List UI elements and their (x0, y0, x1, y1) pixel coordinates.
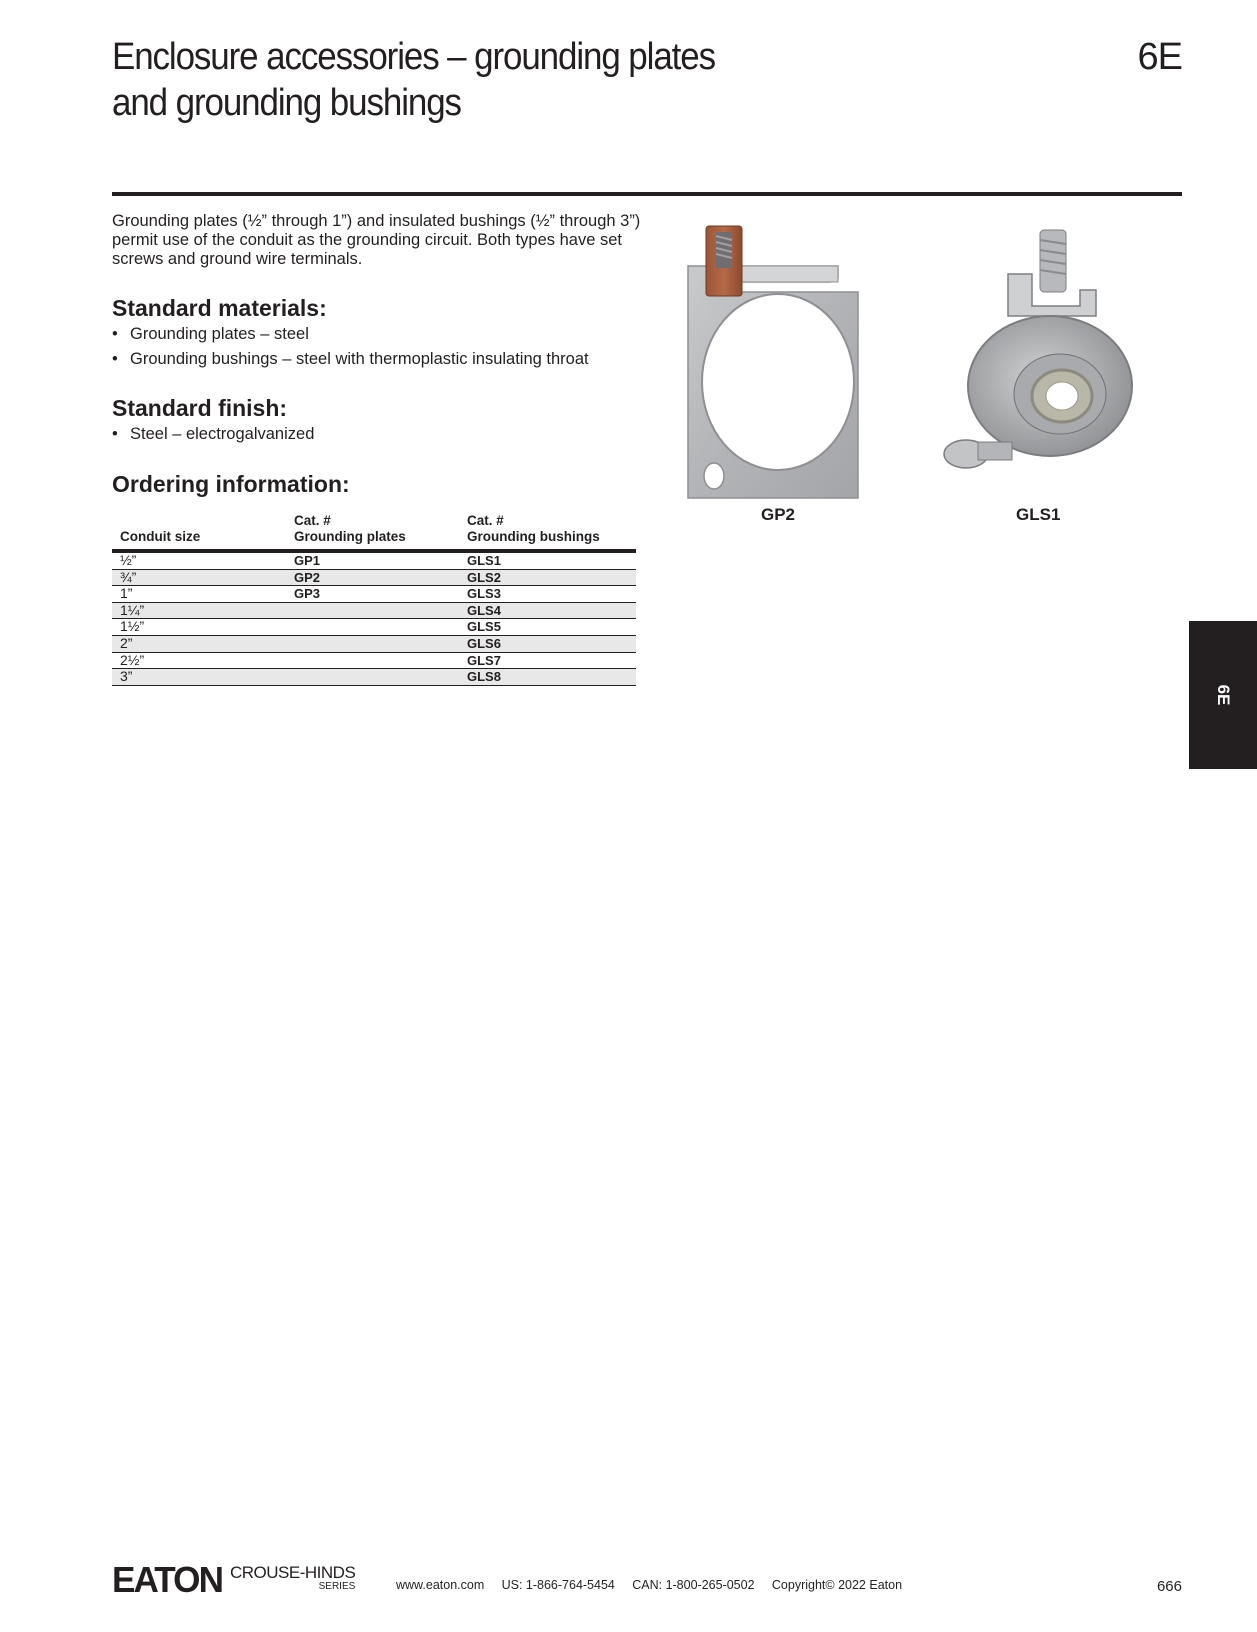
footer-contact-info: www.eaton.com US: 1-866-764-5454 CAN: 1-800-265-0502 Copyright© 2022 Eaton (396, 1578, 903, 1592)
cell-bushing: GLS3 (459, 586, 636, 603)
cell-size: 1¼” (112, 602, 286, 619)
cell-bushing: GLS4 (459, 602, 636, 619)
svg-text:EATON: EATON (112, 1563, 222, 1595)
list-item: • Steel – electrogalvanized (112, 422, 314, 447)
brand-series-label: SERIES (318, 1581, 356, 1592)
page-title (112, 34, 811, 126)
finish-list (112, 422, 314, 447)
ordering-heading: Ordering information: (112, 471, 350, 497)
table-header-row (112, 513, 636, 551)
table-row (112, 602, 636, 619)
cell-size: 2” (112, 635, 286, 652)
ordering-table (112, 513, 636, 686)
table-row (112, 551, 636, 569)
header-rule (112, 192, 1182, 196)
cell-bushing: GLS5 (459, 619, 636, 636)
section-code: 6E (1137, 36, 1182, 78)
cell-plate (286, 602, 459, 619)
cell-plate: GP3 (286, 586, 459, 603)
gp2-product-image (680, 222, 880, 504)
cell-size: ½” (112, 551, 286, 569)
cell-plate (286, 635, 459, 652)
gls1-product-image (940, 226, 1140, 490)
list-item: • Grounding plates – steel (112, 322, 589, 347)
cell-plate (286, 669, 459, 686)
cell-plate: GP2 (286, 569, 459, 586)
page-title-line-2: and grounding bushings (112, 82, 461, 124)
cell-size: 2½” (112, 652, 286, 669)
side-tab-label: 6E (1214, 684, 1233, 706)
cell-plate: GP1 (286, 551, 459, 569)
brand-series (230, 1565, 355, 1595)
column-header-conduit-size: Conduit size (112, 513, 286, 551)
section-side-tab (1189, 621, 1257, 769)
cell-plate (286, 619, 459, 636)
gls1-caption: GLS1 (1016, 505, 1061, 524)
finish-heading: Standard finish: (112, 395, 288, 421)
cell-size: 1½” (112, 619, 286, 636)
cell-size: 1” (112, 586, 286, 603)
table-row (112, 669, 636, 686)
cell-bushing: GLS7 (459, 652, 636, 669)
brand-name: CROUSE-HINDS (230, 1563, 356, 1582)
materials-list (112, 322, 589, 372)
cell-bushing: GLS1 (459, 551, 636, 569)
cell-plate (286, 652, 459, 669)
table-row (112, 569, 636, 586)
eaton-logo (112, 1563, 224, 1595)
table-row (112, 635, 636, 652)
intro-paragraph: Grounding plates (½” through 1”) and insulated bushings (½” through 3”) permit use of the conduit as the grounding circuit. Both types have set screws and ground wire terminals. (112, 212, 641, 268)
column-header-grounding-plates: Cat. # Grounding plates (286, 513, 459, 551)
page-number: 666 (1156, 1578, 1182, 1595)
list-item: • Grounding bushings – steel with thermoplastic insulating throat (112, 347, 589, 372)
cell-bushing: GLS2 (459, 569, 636, 586)
cell-size: 3” (112, 669, 286, 686)
materials-heading: Standard materials: (112, 295, 327, 321)
cell-bushing: GLS8 (459, 669, 636, 686)
table-row (112, 586, 636, 603)
cell-bushing: GLS6 (459, 635, 636, 652)
table-row (112, 619, 636, 636)
cell-size: ¾” (112, 569, 286, 586)
gp2-caption: GP2 (761, 505, 796, 524)
page-title-line-1: Enclosure accessories – grounding plates (112, 36, 715, 78)
table-row (112, 652, 636, 669)
column-header-grounding-bushings: Cat. # Grounding bushings (459, 513, 636, 551)
